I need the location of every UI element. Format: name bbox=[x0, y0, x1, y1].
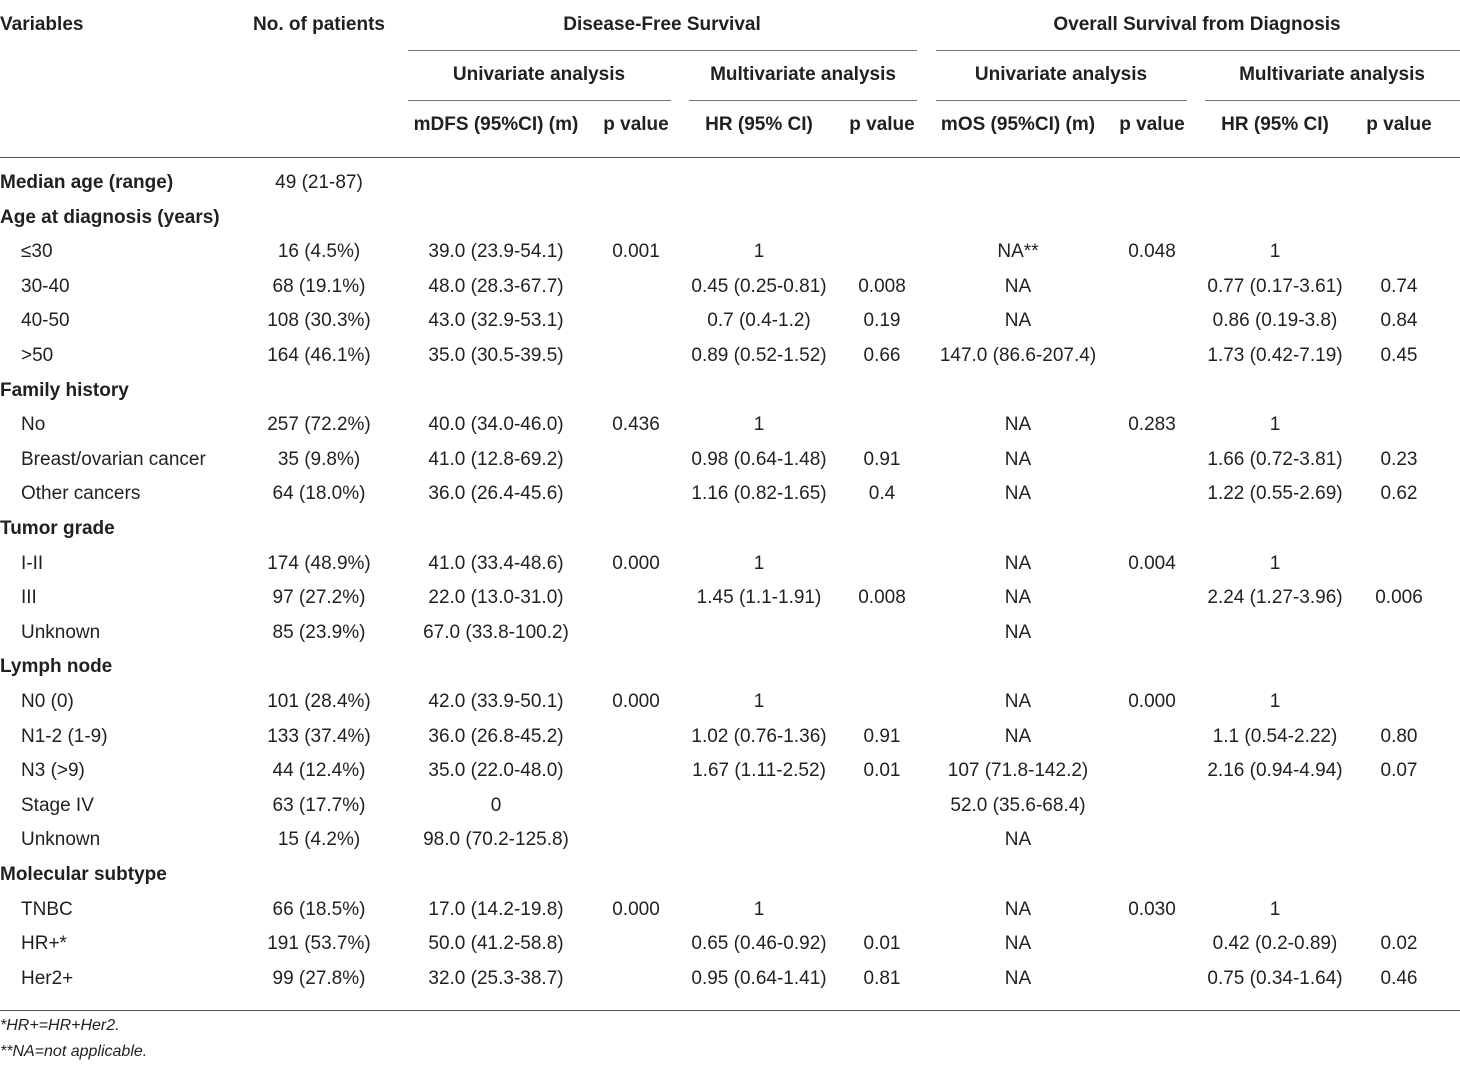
table-cell: 67.0 (33.8-100.2) bbox=[423, 621, 569, 643]
table-row bbox=[0, 340, 1460, 372]
table-cell: 16 (4.5%) bbox=[277, 241, 361, 263]
table-cell: 0.008 bbox=[858, 275, 906, 297]
rule-multi-dfs bbox=[689, 100, 917, 101]
row-label: No bbox=[21, 414, 46, 436]
header-multivariate-os: Multivariate analysis bbox=[1239, 64, 1425, 85]
group-row bbox=[0, 375, 1460, 407]
table-cell: NA bbox=[1004, 967, 1032, 989]
row-label: III bbox=[21, 587, 37, 609]
header-bottom-rule bbox=[0, 157, 1460, 158]
table-cell: 1.22 (0.55-2.69) bbox=[1207, 483, 1343, 505]
table-cell: 32.0 (25.3-38.7) bbox=[428, 967, 564, 989]
table-cell: 1.45 (1.1-1.91) bbox=[696, 587, 822, 609]
row-label: N0 (0) bbox=[21, 691, 74, 712]
rule-os-group bbox=[936, 50, 1460, 51]
table-row bbox=[0, 824, 1460, 856]
table-cell: NA bbox=[1004, 310, 1032, 332]
table-row bbox=[0, 928, 1460, 960]
table-cell: 1 bbox=[753, 898, 765, 920]
header-patients: No. of patients bbox=[253, 14, 385, 35]
group-label: Lymph node bbox=[0, 656, 113, 678]
table-cell: 108 (30.3%) bbox=[267, 310, 371, 332]
table-cell: 0.048 bbox=[1128, 241, 1176, 263]
table-cell: NA** bbox=[997, 241, 1039, 263]
table-cell: 99 (27.8%) bbox=[272, 967, 366, 989]
table-cell: NA bbox=[1004, 621, 1032, 643]
group-label: Tumor grade bbox=[0, 518, 115, 539]
table-cell: 0.46 bbox=[1380, 967, 1418, 989]
table-cell: 2.16 (0.94-4.94) bbox=[1207, 760, 1343, 782]
table-cell: 1 bbox=[1269, 898, 1281, 920]
table-cell: NA bbox=[1004, 829, 1032, 851]
table-cell: 0.62 bbox=[1380, 483, 1418, 505]
group-row bbox=[0, 513, 1460, 545]
table-cell: 147.0 (86.6-207.4) bbox=[939, 345, 1097, 366]
row-label: Other cancers bbox=[21, 483, 141, 505]
table-cell: NA bbox=[1004, 587, 1032, 609]
table-cell: 1 bbox=[753, 552, 765, 574]
table-cell: 52.0 (35.6-68.4) bbox=[950, 794, 1086, 816]
rule-dfs-group bbox=[408, 50, 917, 51]
table-row bbox=[0, 548, 1460, 580]
header-col-pvalue: p value bbox=[1366, 114, 1432, 135]
table-cell: 0.81 bbox=[863, 967, 901, 989]
header-col-pvalue: p value bbox=[603, 114, 669, 135]
row-label: N3 (>9) bbox=[21, 760, 85, 782]
row-label: 40-50 bbox=[21, 310, 70, 332]
table-cell: 35.0 (30.5-39.5) bbox=[428, 345, 564, 366]
table-cell: 36.0 (26.8-45.2) bbox=[428, 725, 564, 747]
table-cell: 164 (46.1%) bbox=[267, 345, 371, 366]
table-cell: 0.23 bbox=[1380, 448, 1418, 470]
rule-multi-os bbox=[1205, 100, 1460, 101]
table-row bbox=[0, 755, 1460, 787]
table-cell: 41.0 (12.8-69.2) bbox=[428, 448, 564, 470]
row-label: Stage IV bbox=[21, 794, 94, 816]
header-overall-survival: Overall Survival from Diagnosis bbox=[1053, 14, 1341, 35]
table-cell: NA bbox=[1004, 275, 1032, 297]
table-cell: NA bbox=[1004, 448, 1032, 470]
group-label: Age at diagnosis (years) bbox=[0, 206, 220, 228]
table-cell: 98.0 (70.2-125.8) bbox=[423, 829, 569, 851]
table-cell: 63 (17.7%) bbox=[272, 794, 366, 816]
rule-uni-dfs bbox=[408, 100, 671, 101]
table-row bbox=[0, 721, 1460, 753]
table-row bbox=[0, 409, 1460, 441]
table-cell: 257 (72.2%) bbox=[267, 414, 371, 436]
table-cell: 0 bbox=[490, 794, 502, 816]
table-cell: 0.7 (0.4-1.2) bbox=[707, 310, 811, 332]
table-cell: 97 (27.2%) bbox=[272, 587, 366, 609]
table-cell: 39.0 (23.9-54.1) bbox=[428, 241, 564, 263]
table-cell: 174 (48.9%) bbox=[267, 552, 371, 574]
header-disease-free-survival: Disease-Free Survival bbox=[563, 14, 761, 35]
row-label: N1-2 (1-9) bbox=[21, 725, 108, 747]
table-cell: 1 bbox=[753, 241, 765, 263]
table-cell: NA bbox=[1004, 898, 1032, 920]
table-cell: 0.91 bbox=[863, 725, 901, 747]
table-cell: 64 (18.0%) bbox=[272, 483, 366, 505]
table-cell: 1 bbox=[753, 691, 765, 712]
table-cell: 0.77 (0.17-3.61) bbox=[1207, 275, 1343, 297]
table-cell: NA bbox=[1004, 414, 1032, 436]
header-univariate-os: Univariate analysis bbox=[974, 64, 1148, 85]
table-cell: 133 (37.4%) bbox=[267, 725, 371, 747]
row-label: HR+* bbox=[21, 933, 67, 955]
table-cell: 191 (53.7%) bbox=[267, 933, 371, 955]
table-cell: 15 (4.2%) bbox=[277, 829, 361, 851]
table-cell: 40.0 (34.0-46.0) bbox=[428, 414, 564, 436]
header-col-mos: mOS (95%CI) (m) bbox=[940, 114, 1096, 135]
row-label: Breast/ovarian cancer bbox=[21, 448, 206, 470]
table-cell: 0.75 (0.34-1.64) bbox=[1207, 967, 1343, 989]
table-cell: 0.4 bbox=[868, 483, 896, 505]
table-cell: 1.1 (0.54-2.22) bbox=[1212, 725, 1338, 747]
table-cell: 0.01 bbox=[863, 760, 901, 782]
table-cell: 1.16 (0.82-1.65) bbox=[691, 483, 827, 505]
table-cell: 44 (12.4%) bbox=[272, 760, 366, 782]
table-cell: 0.000 bbox=[612, 552, 660, 574]
group-label: Family history bbox=[0, 379, 129, 401]
table-row bbox=[0, 790, 1460, 822]
group-row bbox=[0, 202, 1460, 234]
table-cell: 0.80 bbox=[1380, 725, 1418, 747]
header-col-hr: HR (95% CI) bbox=[1221, 114, 1329, 135]
table-cell: 1 bbox=[1269, 691, 1281, 712]
table-cell: 50.0 (41.2-58.8) bbox=[428, 933, 564, 955]
table-cell: 107 (71.8-142.2) bbox=[947, 760, 1089, 782]
table-cell: 0.66 bbox=[863, 345, 901, 366]
table-row bbox=[0, 582, 1460, 614]
table-cell: 0.436 bbox=[612, 414, 660, 436]
table-cell: 49 (21-87) bbox=[275, 172, 363, 193]
header-variables: Variables bbox=[0, 14, 84, 35]
table-bottom-rule bbox=[0, 1010, 1460, 1011]
table-cell: 0.86 (0.19-3.8) bbox=[1212, 310, 1338, 332]
group-row bbox=[0, 859, 1460, 891]
table-cell: 1.02 (0.76-1.36) bbox=[691, 725, 827, 747]
rule-uni-os bbox=[936, 100, 1187, 101]
table-cell: 1 bbox=[1269, 552, 1281, 574]
table-cell: 2.24 (1.27-3.96) bbox=[1207, 587, 1343, 609]
table-cell: 0.95 (0.64-1.41) bbox=[691, 967, 827, 989]
table-cell: 0.000 bbox=[1128, 691, 1176, 712]
table-cell: 1 bbox=[1269, 414, 1281, 436]
table-cell: 66 (18.5%) bbox=[272, 898, 366, 920]
table-cell: 0.89 (0.52-1.52) bbox=[691, 345, 827, 366]
table-cell: NA bbox=[1004, 725, 1032, 747]
header-univariate-dfs: Univariate analysis bbox=[452, 64, 626, 85]
table-row bbox=[0, 478, 1460, 510]
header-col-pvalue: p value bbox=[849, 114, 915, 135]
table-cell: 42.0 (33.9-50.1) bbox=[428, 691, 564, 712]
row-label: TNBC bbox=[21, 898, 73, 920]
table-row bbox=[0, 305, 1460, 337]
footnote: **NA=not applicable. bbox=[0, 1043, 148, 1060]
row-label: Unknown bbox=[21, 621, 101, 643]
table-cell: 0.001 bbox=[612, 241, 660, 263]
table-row bbox=[0, 444, 1460, 476]
row-label: ≤30 bbox=[21, 241, 53, 263]
table-cell: 48.0 (28.3-67.7) bbox=[428, 275, 564, 297]
table-row bbox=[0, 617, 1460, 649]
table-row bbox=[0, 236, 1460, 268]
group-label: Molecular subtype bbox=[0, 864, 167, 885]
table-cell: 0.84 bbox=[1380, 310, 1418, 332]
table-cell: NA bbox=[1004, 933, 1032, 955]
table-cell: 0.42 (0.2-0.89) bbox=[1212, 933, 1338, 955]
header-multivariate-dfs: Multivariate analysis bbox=[710, 64, 896, 85]
table-cell: 1.73 (0.42-7.19) bbox=[1207, 345, 1343, 366]
table-cell: 0.74 bbox=[1380, 275, 1418, 297]
table-cell: 17.0 (14.2-19.8) bbox=[428, 898, 564, 920]
table-cell: 0.000 bbox=[612, 691, 660, 712]
table-cell: 41.0 (33.4-48.6) bbox=[428, 552, 564, 574]
table-row bbox=[0, 894, 1460, 926]
row-label: Unknown bbox=[21, 829, 101, 851]
table-cell: 101 (28.4%) bbox=[267, 691, 371, 712]
table-cell: 0.07 bbox=[1380, 760, 1418, 782]
table-cell: 43.0 (32.9-53.1) bbox=[428, 310, 564, 332]
table-cell: 0.19 bbox=[863, 310, 901, 332]
row-label: Her2+ bbox=[21, 967, 74, 989]
table-cell: 0.02 bbox=[1380, 933, 1418, 955]
table-cell: 85 (23.9%) bbox=[272, 621, 366, 643]
table-cell: NA bbox=[1004, 552, 1032, 574]
table-cell: NA bbox=[1004, 483, 1032, 505]
table-cell: 0.65 (0.46-0.92) bbox=[691, 933, 827, 955]
table-cell: 0.030 bbox=[1128, 898, 1176, 920]
header-col-mdfs: mDFS (95%CI) (m) bbox=[413, 114, 579, 135]
group-row bbox=[0, 167, 1460, 199]
header-col-hr: HR (95% CI) bbox=[705, 114, 813, 135]
table-cell: 1.67 (1.11-2.52) bbox=[692, 760, 826, 782]
table-cell: 1.66 (0.72-3.81) bbox=[1207, 448, 1343, 470]
table-row bbox=[0, 686, 1460, 718]
footnote: *HR+=HR+Her2. bbox=[0, 1017, 120, 1034]
table-cell: NA bbox=[1004, 691, 1032, 712]
table-cell: 0.004 bbox=[1128, 552, 1176, 574]
table-cell: 1 bbox=[753, 414, 765, 436]
table-cell: 22.0 (13.0-31.0) bbox=[428, 587, 564, 609]
group-label: Median age (range) bbox=[0, 172, 174, 193]
table-cell: 0.000 bbox=[612, 898, 660, 920]
row-label: I-II bbox=[21, 552, 44, 574]
table-cell: 0.283 bbox=[1128, 414, 1176, 436]
table-cell: 0.008 bbox=[858, 587, 906, 609]
group-row bbox=[0, 651, 1460, 683]
row-label: >50 bbox=[21, 345, 54, 366]
row-label: 30-40 bbox=[21, 275, 70, 297]
table-cell: 0.01 bbox=[863, 933, 901, 955]
table-cell: 0.006 bbox=[1375, 587, 1423, 609]
table-row bbox=[0, 963, 1460, 995]
header-col-pvalue: p value bbox=[1119, 114, 1185, 135]
table-cell: 0.91 bbox=[863, 448, 901, 470]
table-cell: 68 (19.1%) bbox=[272, 275, 366, 297]
table-cell: 1 bbox=[1269, 241, 1281, 263]
table-cell: 36.0 (26.4-45.6) bbox=[428, 483, 564, 505]
table-cell: 0.98 (0.64-1.48) bbox=[691, 448, 827, 470]
table-cell: 35.0 (22.0-48.0) bbox=[428, 760, 564, 782]
table-cell: 35 (9.8%) bbox=[277, 448, 361, 470]
table-row bbox=[0, 271, 1460, 303]
table-cell: 0.45 bbox=[1380, 345, 1418, 366]
table-cell: 0.45 (0.25-0.81) bbox=[691, 275, 827, 297]
